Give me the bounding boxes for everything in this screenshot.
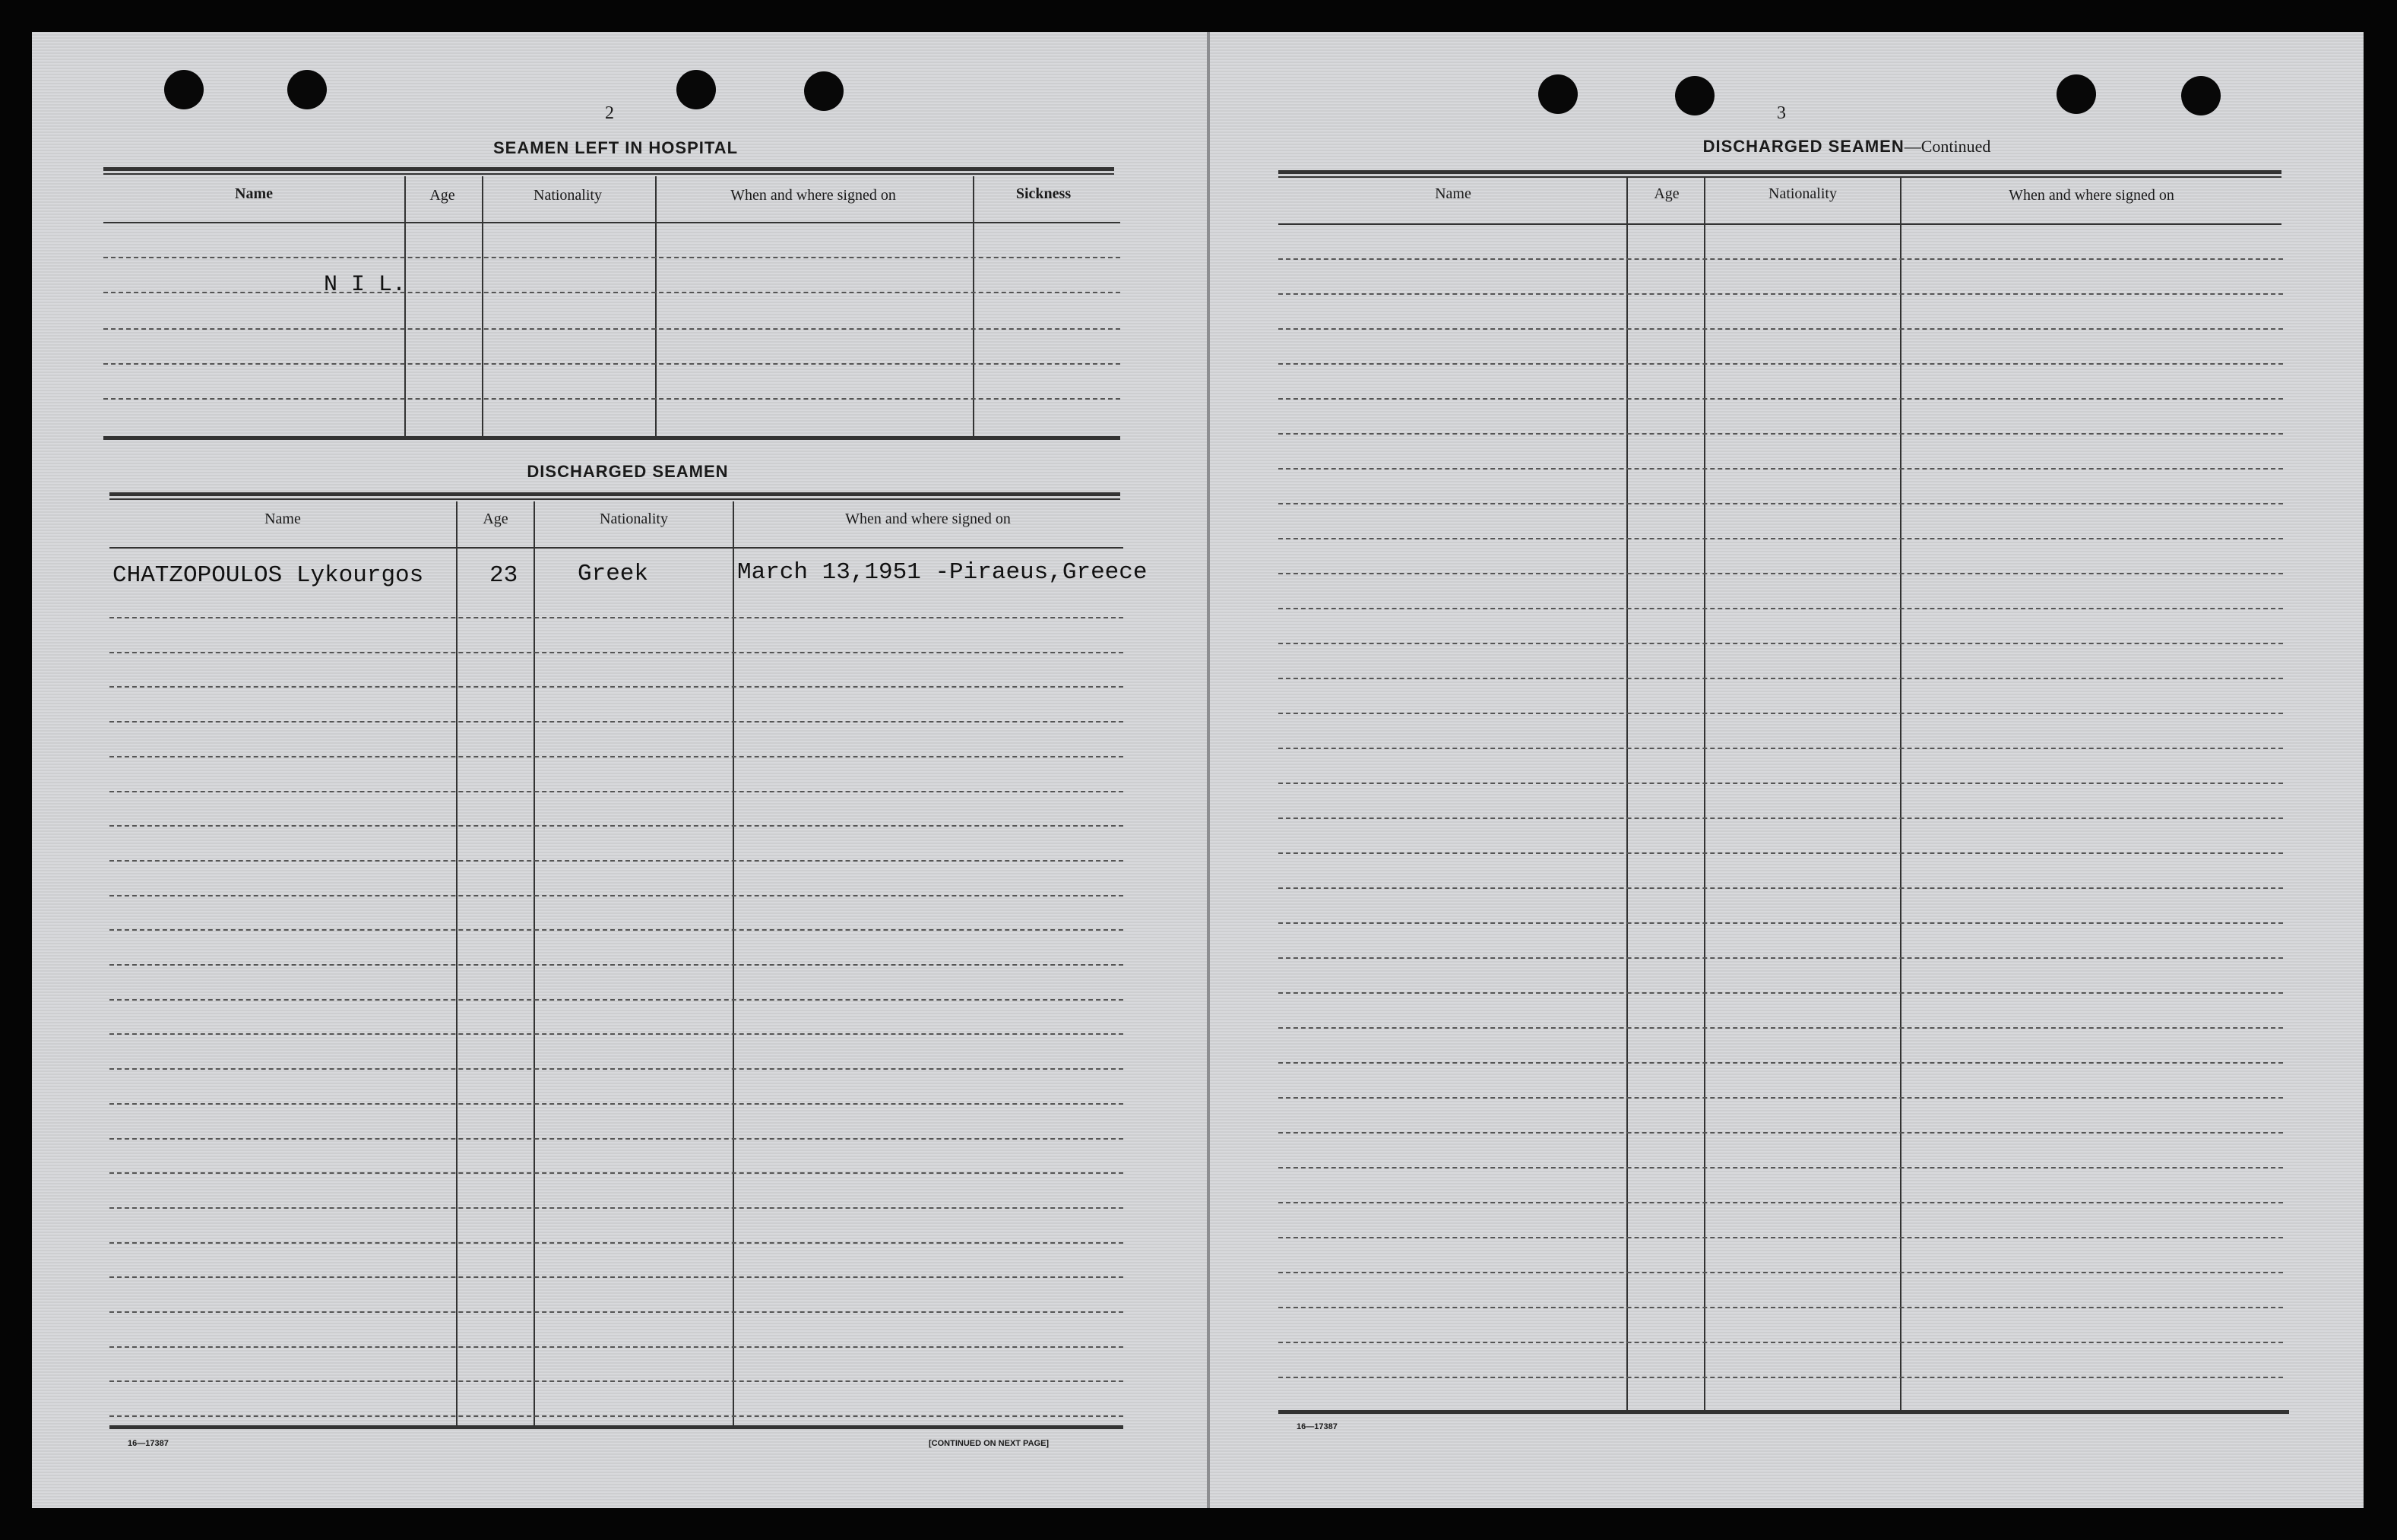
ruled-line (1278, 398, 2283, 400)
hospital-col-nationality: Nationality (534, 187, 602, 204)
page-number: 2 (605, 103, 614, 123)
seaman-signed-on: March 13,1951 -Piraeus,Greece (737, 559, 1148, 586)
ruled-line (109, 964, 1123, 966)
ruled-line (1278, 1097, 2283, 1099)
discharged-col-nationality: Nationality (600, 511, 668, 527)
discharged-section-title: DISCHARGED SEAMEN (527, 462, 729, 481)
left-page (32, 32, 1208, 1508)
ruled-line (1278, 363, 2283, 365)
right-header-rule (1278, 223, 2281, 225)
form-number: 16—17387 (128, 1439, 169, 1448)
ruled-line (1278, 887, 2283, 889)
ruled-line (109, 929, 1123, 931)
ruled-line (109, 1380, 1123, 1382)
ruled-line (1278, 1132, 2283, 1134)
right-bottom-rule (1278, 1410, 2289, 1414)
ruled-line (1278, 1167, 2283, 1168)
ruled-line (109, 999, 1123, 1001)
ruled-line (109, 1207, 1123, 1209)
ruled-line (1278, 748, 2283, 749)
ruled-line (1278, 608, 2283, 609)
discharged-continued-title: DISCHARGED SEAMEN—Continued (1702, 137, 1991, 156)
right-col-name: Name (1435, 185, 1471, 202)
right-col-age: Age (1654, 185, 1680, 202)
ruled-line (1278, 1342, 2283, 1343)
ruled-line (109, 1033, 1123, 1035)
hospital-col-name: Name (235, 185, 273, 202)
ruled-line (109, 617, 1123, 618)
ruled-line (109, 721, 1123, 723)
ruled-line (1278, 328, 2283, 330)
ruled-line (1278, 678, 2283, 679)
discharged-bottom-rule (109, 1425, 1123, 1429)
page-fold (1207, 32, 1210, 1508)
hospital-nil-entry: N I L. (324, 272, 407, 298)
form-number: 16—17387 (1297, 1422, 1338, 1431)
ruled-line (1278, 1202, 2283, 1203)
ruled-line (1278, 713, 2283, 714)
ruled-line (109, 791, 1123, 792)
hospital-section-title: SEAMEN LEFT IN HOSPITAL (492, 138, 739, 157)
ruled-line (109, 1103, 1123, 1105)
ruled-line (109, 1276, 1123, 1278)
ruled-line (109, 895, 1123, 896)
ruled-line (1278, 538, 2283, 539)
seaman-name: CHATZOPOULOS Lykourgos (112, 562, 424, 589)
right-col-signed-on: When and where signed on (2009, 187, 2174, 204)
punch-hole (2057, 74, 2096, 114)
ruled-line (1278, 817, 2283, 819)
punch-hole (1675, 76, 1715, 115)
ruled-line (109, 1138, 1123, 1140)
ruled-line (1278, 1237, 2283, 1238)
punch-hole (1538, 74, 1578, 114)
ruled-line (109, 1068, 1123, 1070)
hospital-header-rule (103, 222, 1120, 223)
ruled-line (1278, 1027, 2283, 1029)
ruled-line (109, 686, 1123, 688)
discharged-header-rule (109, 547, 1123, 549)
ruled-line (109, 1346, 1123, 1348)
ruled-line (109, 1311, 1123, 1313)
punch-hole (2181, 76, 2221, 115)
ruled-line (1278, 783, 2283, 784)
ruled-line (1278, 573, 2283, 574)
hospital-col-signed-on: When and where signed on (730, 187, 896, 204)
hospital-col-age: Age (429, 187, 455, 204)
hospital-bottom-rule (103, 436, 1120, 440)
ruled-line (1278, 643, 2283, 644)
ruled-line (1278, 1062, 2283, 1064)
ruled-line (1278, 293, 2283, 295)
ruled-line (109, 1172, 1123, 1174)
continued-note: [CONTINUED ON NEXT PAGE] (929, 1439, 1050, 1448)
discharged-col-name: Name (264, 511, 301, 527)
discharged-top-rule (109, 492, 1120, 496)
ruled-line (1278, 1377, 2283, 1378)
ruled-line (109, 1415, 1123, 1417)
seaman-nationality: Greek (578, 561, 649, 587)
ruled-line (109, 860, 1123, 862)
ruled-line (1278, 1272, 2283, 1273)
ruled-line (1278, 503, 2283, 504)
punch-hole (676, 70, 716, 109)
right-page (1210, 32, 2364, 1508)
ruled-line (109, 1242, 1123, 1244)
ruled-line (1278, 992, 2283, 994)
ruled-line (1278, 468, 2283, 470)
ruled-line (109, 652, 1123, 653)
ruled-line (1278, 1307, 2283, 1308)
hospital-col-sickness: Sickness (1015, 185, 1072, 202)
seaman-age: 23 (489, 562, 518, 589)
ruled-line (1278, 258, 2283, 260)
punch-hole (287, 70, 327, 109)
discharged-col-age: Age (483, 511, 508, 527)
right-col-nationality: Nationality (1768, 185, 1837, 202)
discharged-col-signed-on: When and where signed on (845, 511, 1011, 527)
ruled-line (1278, 922, 2283, 924)
ruled-line (109, 756, 1123, 757)
ruled-line (1278, 433, 2283, 435)
page-number: 3 (1777, 103, 1786, 123)
ruled-line (1278, 852, 2283, 854)
ruled-line (1278, 957, 2283, 959)
punch-hole (804, 71, 844, 111)
ruled-line (109, 825, 1123, 827)
hospital-top-rule (103, 167, 1114, 171)
punch-hole (164, 70, 204, 109)
right-top-rule (1278, 170, 2281, 174)
